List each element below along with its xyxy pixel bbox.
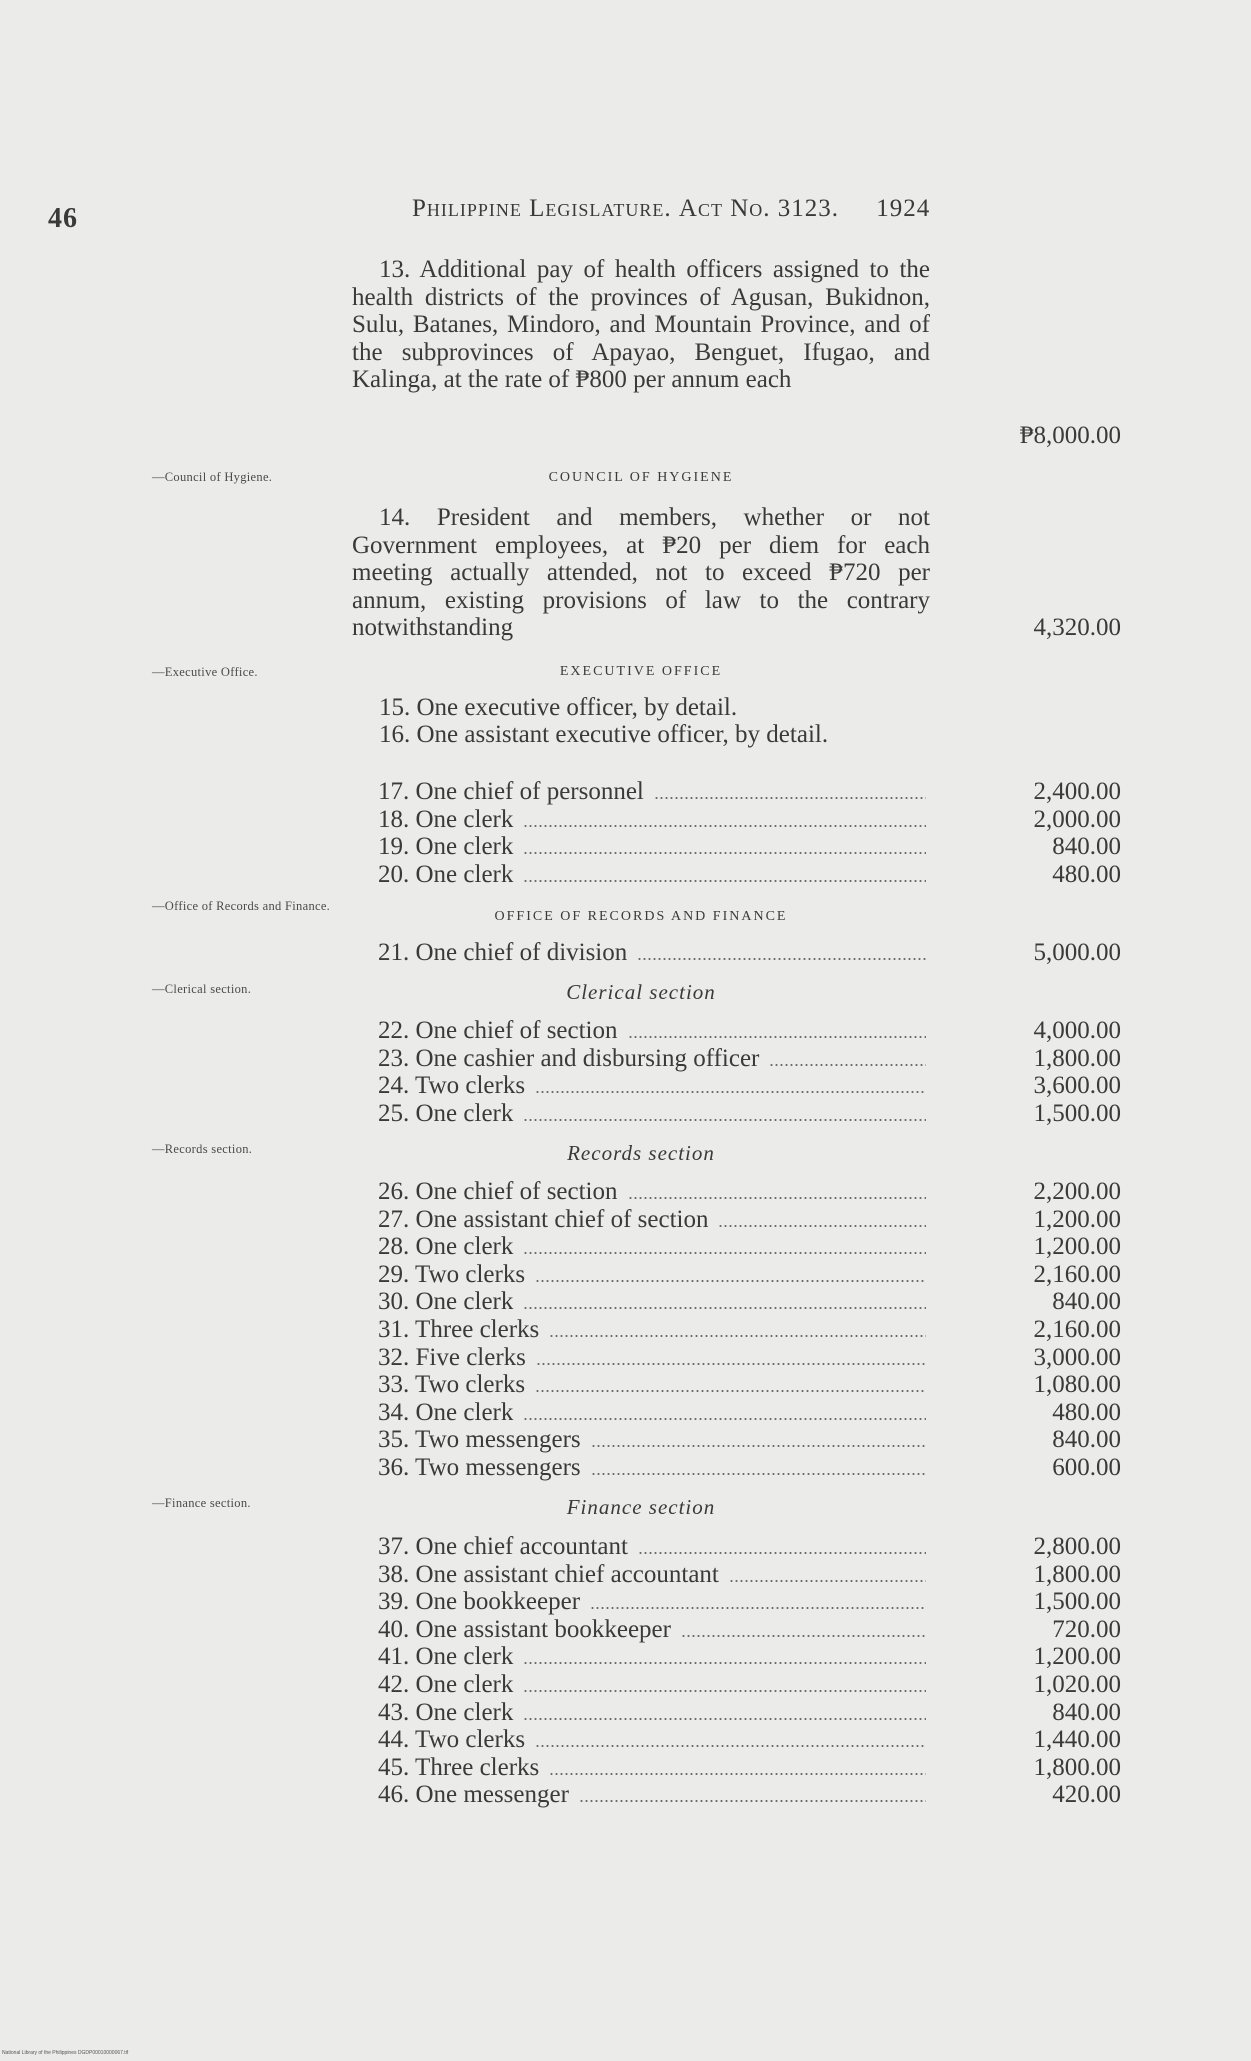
line-item-label: 24. Two clerks xyxy=(378,1072,526,1099)
line-item xyxy=(378,806,1121,834)
running-head xyxy=(412,195,930,223)
line-item-label: 21. One chief of division xyxy=(378,939,628,966)
leader-dots xyxy=(769,1064,926,1066)
line-item-label: 18. One clerk xyxy=(378,805,514,833)
item-13-text: 13. Additional pay of health officers assigned to the health districts of the provinces of Agusan, Bukidnon, Sulu, Batanes, Mindoro, and Mountain Province, and of the subprovinces of Apayao, Benguet, Ifugao, and Kalinga, at the rate of ₱800 per annum each xyxy=(352,256,930,393)
line-item-amount: 2,160.00 xyxy=(1033,1260,1121,1288)
leader-dots xyxy=(523,852,926,854)
item-15-text: 15. One executive officer, by detail. xyxy=(379,694,738,721)
line-item-amount: 720.00 xyxy=(1052,1615,1121,1643)
line-item xyxy=(378,1316,1121,1344)
line-item-label: 17. One chief of personnel xyxy=(378,778,644,805)
line-item-label: 27. One assistant chief of section xyxy=(378,1205,709,1233)
margin-note-finance: —Finance section. xyxy=(152,1496,251,1510)
line-item-label: 33. Two clerks xyxy=(378,1371,526,1399)
leader-dots xyxy=(523,1718,926,1720)
line-item-amount: 1,200.00 xyxy=(1033,1205,1121,1233)
line-item xyxy=(378,1344,1121,1372)
line-item xyxy=(378,1671,1121,1699)
line-item xyxy=(378,1588,1121,1616)
leader-dots xyxy=(628,1036,926,1038)
leader-dots xyxy=(523,1252,926,1254)
line-item xyxy=(378,1206,1121,1234)
footer-credit: National Library of the Philippines DGDP00010000067.tif xyxy=(2,2050,129,2056)
leader-dots xyxy=(523,1662,926,1664)
leader-dots xyxy=(535,1390,926,1392)
leader-dots xyxy=(549,1335,926,1337)
line-item-label: 29. Two clerks xyxy=(378,1260,526,1288)
line-item-amount: 1,200.00 xyxy=(1033,1643,1121,1671)
line-item xyxy=(378,1017,1121,1045)
leader-dots xyxy=(523,1690,926,1692)
line-item-label: 30. One clerk xyxy=(378,1288,514,1316)
leader-dots xyxy=(590,1607,926,1609)
line-item xyxy=(378,1100,1121,1128)
line-item-amount: 1,200.00 xyxy=(1033,1233,1121,1261)
line-item-label: 34. One clerk xyxy=(378,1398,514,1426)
leader-dots xyxy=(591,1473,926,1475)
line-item xyxy=(378,1426,1121,1454)
line-item-amount: 1,800.00 xyxy=(1033,1044,1121,1072)
line-item-label: 38. One assistant chief accountant xyxy=(378,1560,719,1588)
line-item-label: 31. Three clerks xyxy=(378,1316,540,1343)
leader-dots xyxy=(638,1552,926,1554)
leader-dots xyxy=(523,880,926,882)
item-16-text: 16. One assistant executive officer, by detail. xyxy=(379,721,829,748)
line-item xyxy=(378,1288,1121,1316)
leader-dots xyxy=(591,1445,926,1447)
line-item-amount: 1,080.00 xyxy=(1033,1371,1121,1399)
line-item xyxy=(378,1261,1121,1289)
heading-records-section: Records section xyxy=(567,1141,715,1165)
heading-clerical-section: Clerical section xyxy=(566,980,716,1004)
line-item-amount: 840.00 xyxy=(1052,1698,1121,1726)
line-item-amount: 840.00 xyxy=(1052,1288,1121,1316)
leader-dots xyxy=(523,1418,926,1420)
running-head-title: Philippine Legislature. xyxy=(412,195,672,222)
line-item xyxy=(378,1399,1121,1427)
line-item-amount: 1,800.00 xyxy=(1033,1753,1121,1781)
line-item-amount: 480.00 xyxy=(1052,1398,1121,1426)
line-item-label: 46. One messenger xyxy=(378,1781,569,1809)
line-item-amount: 5,000.00 xyxy=(1033,939,1121,966)
line-item xyxy=(378,1561,1121,1589)
item-14-text: 14. President and members, whether or not Government employees, at ₱20 per diem for each meeting actually attended, not to exceed ₱720 per annum, existing provisions of law to the contrary notwithstanding xyxy=(352,504,930,641)
line-item xyxy=(378,1371,1121,1399)
line-item xyxy=(378,1072,1121,1100)
line-item xyxy=(378,1726,1121,1754)
line-item-amount: 2,000.00 xyxy=(1033,805,1121,833)
line-item-amount: 1,500.00 xyxy=(1033,1099,1121,1127)
line-item-amount: 600.00 xyxy=(1052,1454,1121,1481)
line-item-label: 28. One clerk xyxy=(378,1233,514,1261)
line-item-amount: 1,440.00 xyxy=(1033,1726,1121,1754)
line-item-amount: 840.00 xyxy=(1052,833,1121,860)
margin-note-council: —Council of Hygiene. xyxy=(152,470,273,484)
leader-dots xyxy=(523,1119,926,1121)
leader-dots xyxy=(681,1635,926,1637)
line-item-amount: 4,000.00 xyxy=(1033,1017,1121,1044)
leader-dots xyxy=(535,1280,926,1282)
line-item xyxy=(378,1643,1121,1671)
line-item-amount: 3,000.00 xyxy=(1033,1343,1121,1371)
line-item-amount: 2,400.00 xyxy=(1033,778,1121,805)
line-item-label: 42. One clerk xyxy=(378,1671,514,1698)
line-item-label: 37. One chief accountant xyxy=(378,1533,628,1560)
line-item-label: 39. One bookkeeper xyxy=(378,1588,581,1616)
line-item-amount: 3,600.00 xyxy=(1033,1072,1121,1099)
line-item xyxy=(378,1233,1121,1261)
leader-dots xyxy=(523,1307,926,1309)
line-item-label: 19. One clerk xyxy=(378,833,514,860)
page-number: 46 xyxy=(48,203,78,234)
margin-note-executive: —Executive Office. xyxy=(152,665,258,679)
line-item xyxy=(378,1178,1121,1206)
line-item-amount: 1,800.00 xyxy=(1033,1560,1121,1588)
line-item-amount: 1,500.00 xyxy=(1033,1588,1121,1616)
leader-dots xyxy=(579,1800,926,1802)
leader-dots xyxy=(718,1225,926,1227)
line-item-label: 26. One chief of section xyxy=(378,1178,618,1205)
heading-finance-section: Finance section xyxy=(566,1495,716,1519)
line-item xyxy=(378,1533,1121,1561)
item-14-amount: 4,320.00 xyxy=(1033,614,1121,641)
line-item-label: 45. Three clerks xyxy=(378,1753,540,1781)
line-item xyxy=(378,1754,1121,1782)
line-item-label: 41. One clerk xyxy=(378,1643,514,1671)
line-item-label: 44. Two clerks xyxy=(378,1726,526,1754)
margin-note-clerical: —Clerical section. xyxy=(152,982,252,996)
line-item-label: 40. One assistant bookkeeper xyxy=(378,1615,671,1643)
line-item xyxy=(378,1616,1121,1644)
margin-note-records: —Records section. xyxy=(152,1142,253,1156)
line-item-label: 35. Two messengers xyxy=(378,1426,581,1454)
leader-dots xyxy=(637,958,926,960)
line-item-amount: 1,020.00 xyxy=(1033,1671,1121,1698)
line-item-amount: 840.00 xyxy=(1052,1426,1121,1454)
line-item-label: 22. One chief of section xyxy=(378,1017,618,1044)
line-item-label: 23. One cashier and disbursing officer xyxy=(378,1044,760,1072)
leader-dots xyxy=(536,1363,926,1365)
leader-dots xyxy=(535,1745,926,1747)
line-item xyxy=(378,1045,1121,1073)
line-item-label: 25. One clerk xyxy=(378,1099,514,1127)
heading-executive-office: EXECUTIVE OFFICE xyxy=(559,664,723,679)
line-item-label: 32. Five clerks xyxy=(378,1343,526,1371)
line-item xyxy=(378,778,1121,806)
line-item xyxy=(378,833,1121,861)
line-item xyxy=(378,1781,1121,1809)
line-item-amount: 480.00 xyxy=(1052,860,1121,888)
line-item xyxy=(378,939,1121,967)
line-item-amount: 2,200.00 xyxy=(1033,1178,1121,1205)
item-13-amount: ₱8,000.00 xyxy=(1019,422,1121,449)
margin-note-records-finance: —Office of Records and Finance. xyxy=(152,899,331,913)
heading-office-of-records-and-finance: OFFICE OF RECORDS AND FINANCE xyxy=(494,909,788,924)
line-item-amount: 2,800.00 xyxy=(1033,1533,1121,1560)
leader-dots xyxy=(729,1580,926,1582)
leader-dots xyxy=(549,1773,926,1775)
heading-council-of-hygiene: COUNCIL OF HYGIENE xyxy=(548,470,734,485)
leader-dots xyxy=(628,1197,926,1199)
leader-dots xyxy=(523,825,926,827)
line-item xyxy=(378,1454,1121,1482)
line-item-label: 20. One clerk xyxy=(378,860,514,888)
line-item xyxy=(378,861,1121,889)
line-item-label: 36. Two messengers xyxy=(378,1454,581,1481)
line-item-amount: 420.00 xyxy=(1052,1781,1121,1809)
line-item xyxy=(378,1699,1121,1727)
running-head-act: Act No. 3123. xyxy=(678,195,840,222)
line-item-amount: 2,160.00 xyxy=(1033,1316,1121,1343)
line-item-label: 43. One clerk xyxy=(378,1698,514,1726)
leader-dots xyxy=(654,797,926,799)
leader-dots xyxy=(535,1091,926,1093)
running-head-year: 1924 xyxy=(876,195,931,222)
